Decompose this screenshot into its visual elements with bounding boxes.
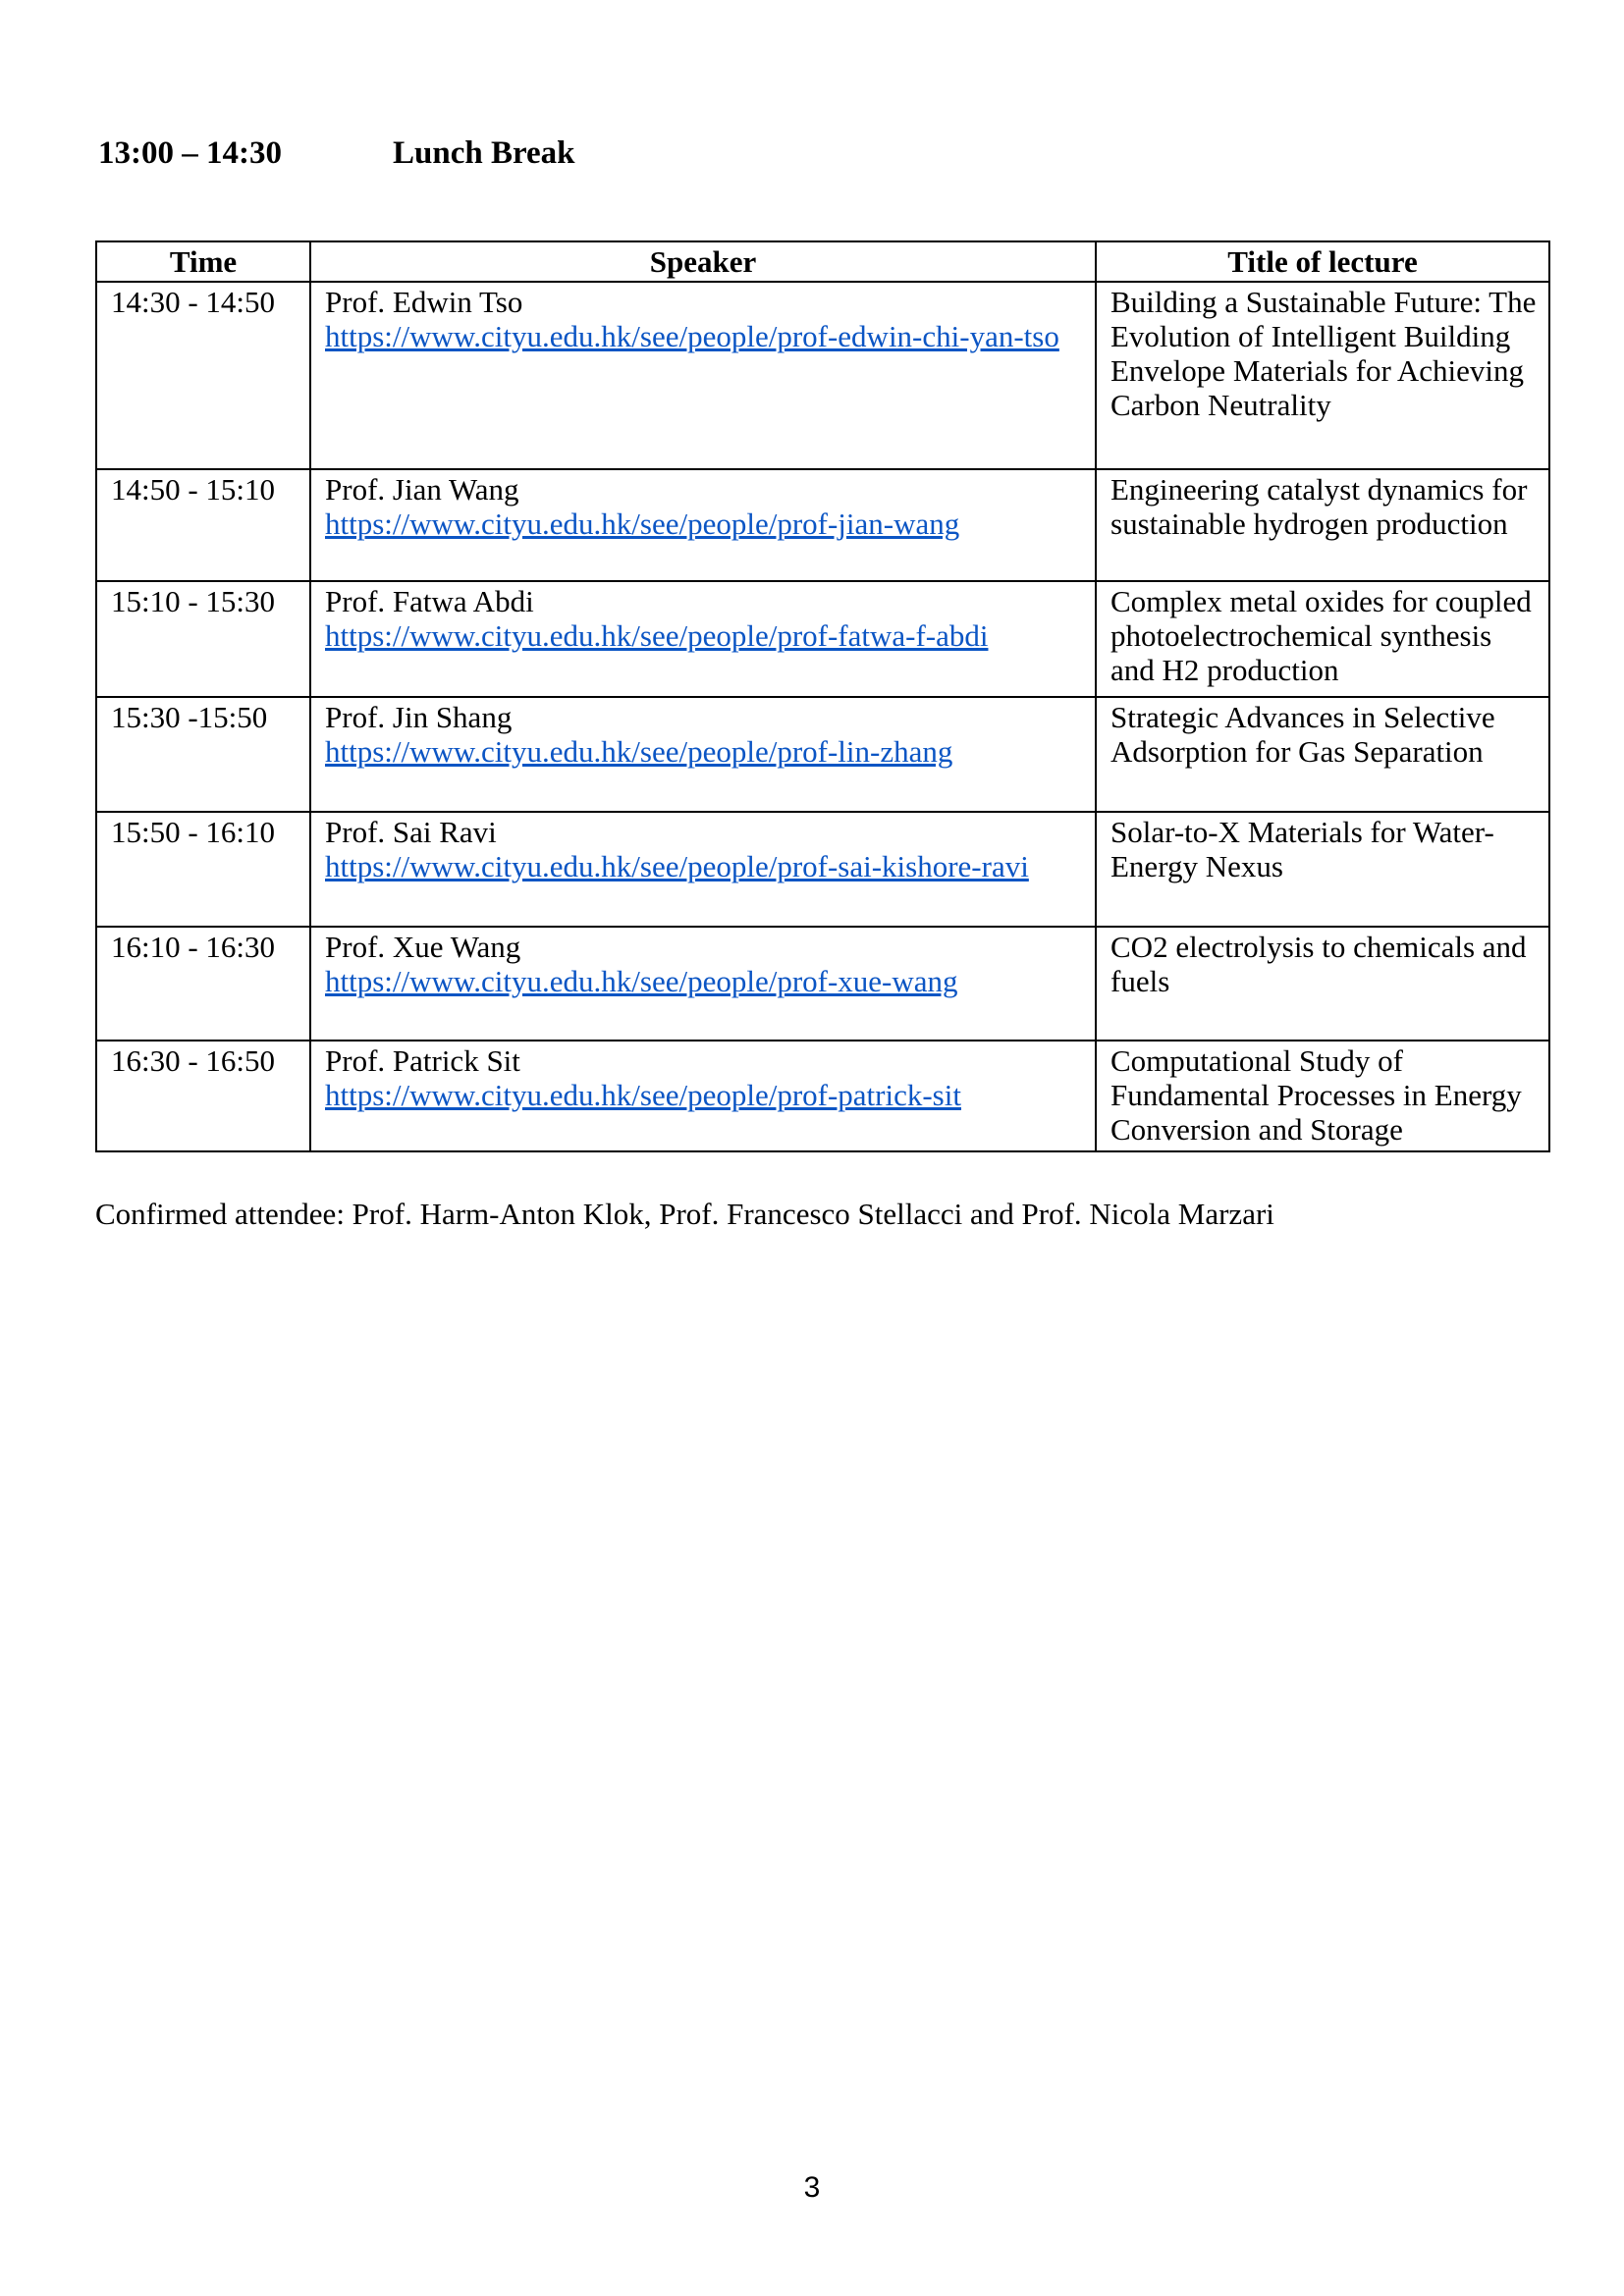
time-cell: 14:50 - 15:10 — [96, 469, 310, 581]
lecture-title-cell: Solar-to-X Materials for Water-Energy Nexus — [1096, 812, 1549, 927]
lecture-title-cell: Strategic Advances in Selective Adsorption for Gas Separation — [1096, 697, 1549, 812]
speaker-cell — [310, 469, 1096, 581]
lecture-title-cell: CO2 electrolysis to chemicals and fuels — [1096, 927, 1549, 1041]
table-row — [96, 697, 1549, 812]
lecture-schedule-table — [95, 240, 1550, 1152]
speaker-name: Prof. Patrick Sit — [325, 1043, 520, 1078]
speaker-cell — [310, 697, 1096, 812]
table-row — [96, 581, 1549, 697]
table-row — [96, 812, 1549, 927]
time-cell: 14:30 - 14:50 — [96, 282, 310, 469]
table-header-row — [96, 241, 1549, 282]
speaker-profile-link[interactable]: https://www.cityu.edu.hk/see/people/prof-xue-wang — [325, 964, 958, 998]
time-cell: 15:50 - 16:10 — [96, 812, 310, 927]
confirmed-attendees-note: Confirmed attendee: Prof. Harm-Anton Klok, Prof. Francesco Stellacci and Prof. Nicola Marzari — [95, 1197, 1274, 1231]
speaker-name: Prof. Edwin Tso — [325, 285, 523, 319]
speaker-profile-link[interactable]: https://www.cityu.edu.hk/see/people/prof-fatwa-f-abdi — [325, 618, 989, 653]
column-header-title: Title of lecture — [1096, 241, 1549, 282]
speaker-name: Prof. Jian Wang — [325, 472, 519, 507]
speaker-name: Prof. Fatwa Abdi — [325, 584, 534, 618]
time-cell: 16:30 - 16:50 — [96, 1041, 310, 1151]
lecture-title-cell: Computational Study of Fundamental Processes in Energy Conversion and Storage — [1096, 1041, 1549, 1151]
speaker-name: Prof. Xue Wang — [325, 930, 521, 964]
speaker-cell — [310, 282, 1096, 469]
page-number: 3 — [803, 2171, 821, 2204]
time-cell: 16:10 - 16:30 — [96, 927, 310, 1041]
speaker-cell — [310, 1041, 1096, 1151]
time-cell: 15:10 - 15:30 — [96, 581, 310, 697]
lecture-title-cell: Engineering catalyst dynamics for sustainable hydrogen production — [1096, 469, 1549, 581]
speaker-profile-link[interactable]: https://www.cityu.edu.hk/see/people/prof-edwin-chi-yan-tso — [325, 319, 1059, 353]
speaker-profile-link[interactable]: https://www.cityu.edu.hk/see/people/prof-sai-kishore-ravi — [325, 849, 1029, 883]
table-row — [96, 469, 1549, 581]
speaker-cell — [310, 927, 1096, 1041]
column-header-time: Time — [96, 241, 310, 282]
speaker-cell — [310, 812, 1096, 927]
speaker-cell — [310, 581, 1096, 697]
speaker-name: Prof. Sai Ravi — [325, 815, 497, 849]
time-cell: 15:30 -15:50 — [96, 697, 310, 812]
speaker-profile-link[interactable]: https://www.cityu.edu.hk/see/people/prof-lin-zhang — [325, 734, 953, 769]
column-header-speaker: Speaker — [310, 241, 1096, 282]
lunch-break-time: 13:00 – 14:30 — [98, 135, 282, 171]
speaker-name: Prof. Jin Shang — [325, 700, 513, 734]
table-row — [96, 282, 1549, 469]
lecture-title-cell: Complex metal oxides for coupled photoelectrochemical synthesis and H2 production — [1096, 581, 1549, 697]
table-row — [96, 1041, 1549, 1151]
table-row — [96, 927, 1549, 1041]
speaker-profile-link[interactable]: https://www.cityu.edu.hk/see/people/prof-jian-wang — [325, 507, 960, 541]
lunch-break-label: Lunch Break — [393, 135, 575, 171]
lecture-title-cell: Building a Sustainable Future: The Evolution of Intelligent Building Envelope Materials for Achieving Carbon Neutrality — [1096, 282, 1549, 469]
speaker-profile-link[interactable]: https://www.cityu.edu.hk/see/people/prof-patrick-sit — [325, 1078, 961, 1112]
